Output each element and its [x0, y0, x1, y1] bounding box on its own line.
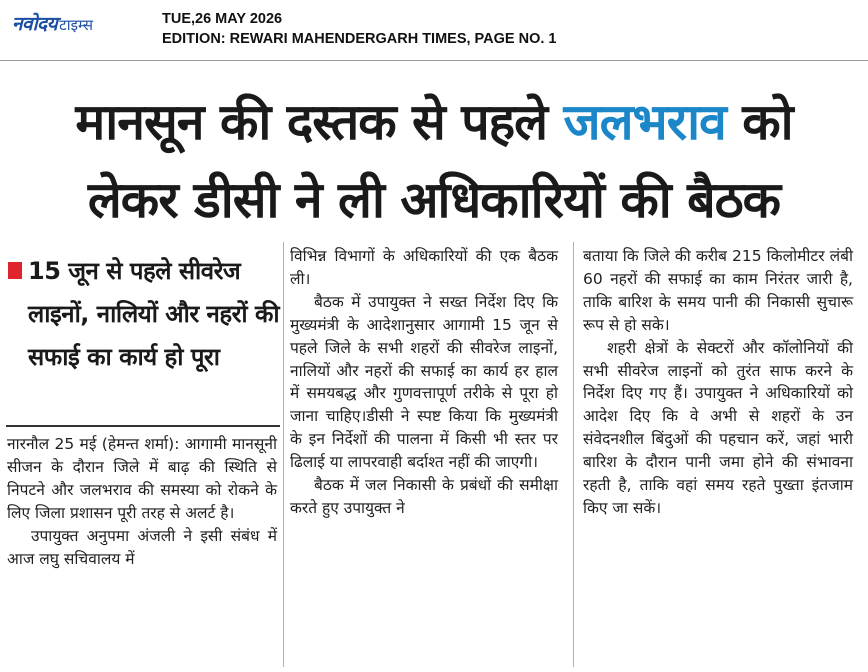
column-divider-1	[283, 242, 284, 667]
headline-line-2: लेकर डीसी ने ली अधिकारियों की बैठक	[87, 171, 781, 229]
newspaper-logo[interactable]	[12, 10, 93, 36]
logo-sub-text: टाइम्स	[59, 16, 93, 34]
headline-line-1	[0, 83, 868, 161]
subheadline-bullet-icon	[8, 262, 22, 279]
logo-main-text: नवोदय	[12, 13, 58, 35]
column-3-paragraph-2: शहरी क्षेत्रों के सेक्टरों और कॉलोनियों की सभी सीवरेज लाइनों को तुरंत साफ करने के निर्देश दिए गए हैं। उपायुक्त ने अधिकारियों को आदेश दिए कि वे अभी से शहरों के उन संवेदनशील बिंदुओं की पहचान करें, जहां भारी बारिश के दौरान पानी जमा होने की संभावना रहती है, ताकि वहां समय रहते पुख्ता इंतजाम किए जा सकें।	[583, 338, 853, 517]
article-column-3	[583, 245, 853, 520]
edition-info	[162, 9, 556, 49]
column-1-paragraph-2: उपायुक्त अनुपमा अंजली ने इसी संबंध में आज लघु सचिवालय में	[7, 526, 277, 568]
masthead	[0, 0, 868, 60]
edition-name: EDITION: REWARI MAHENDERGARH TIMES, PAGE NO. 1	[162, 31, 557, 47]
article-column-2	[290, 245, 558, 520]
article-subheadline: 15 जून से पहले सीवरेज लाइनों, नालियों और नहरों की सफाई का कार्य हो पूरा	[28, 257, 280, 371]
article-headline	[0, 83, 868, 239]
article-column-1	[7, 433, 277, 570]
column-1-paragraph-1: नारनौल 25 मई (हेमन्त शर्मा): आगामी मानसूनी सीजन के दौरान जिले में बाढ़ की स्थिति से निपटने और जलभराव की समस्या को रोकने के लिए जिला प्रशासन पूरी तरह से अलर्ट है।	[7, 435, 277, 522]
headline-highlight: जलभराव	[563, 93, 726, 151]
subheadline-divider	[6, 425, 280, 427]
column-2-paragraph-3: बैठक में जल निकासी के प्रबंधों की समीक्षा करते हुए उपायुक्त ने	[290, 476, 558, 517]
masthead-divider	[0, 60, 868, 61]
column-3-paragraph-1: बताया कि जिले की करीब 215 किलोमीटर लंबी 60 नहरों की सफाई का काम निरंतर जारी है, ताकि बारिश के समय पानी की निकासी सुचारू रूप से हो सके।	[583, 247, 853, 334]
headline-part-1: मानसून की दस्तक से पहले	[75, 93, 564, 151]
headline-part-2: को	[725, 93, 793, 151]
column-2-paragraph-2: बैठक में उपायुक्त ने सख्त निर्देश दिए कि मुख्यमंत्री के आदेशानुसार आगामी 15 जून से पहले जिले के सभी शहरों की सीवरेज लाइनों, नालियों और नहरों की सफाई का कार्य हर हाल में समयबद्ध और गुणवत्तापूर्ण तरीके से पूरा हो जाना चाहिए।डीसी ने स्पष्ट किया कि मुख्यमंत्री के इन निर्देशों की पालना में किसी भी स्तर पर ढिलाई या लापरवाही बर्दाश्त नहीं की जाएगी।	[290, 292, 558, 472]
column-2-paragraph-1: विभिन्न विभागों के अधिकारियों की एक बैठक ली।	[290, 247, 558, 288]
publication-date: TUE,26 MAY 2026	[162, 11, 283, 27]
column-divider-2	[573, 242, 574, 667]
